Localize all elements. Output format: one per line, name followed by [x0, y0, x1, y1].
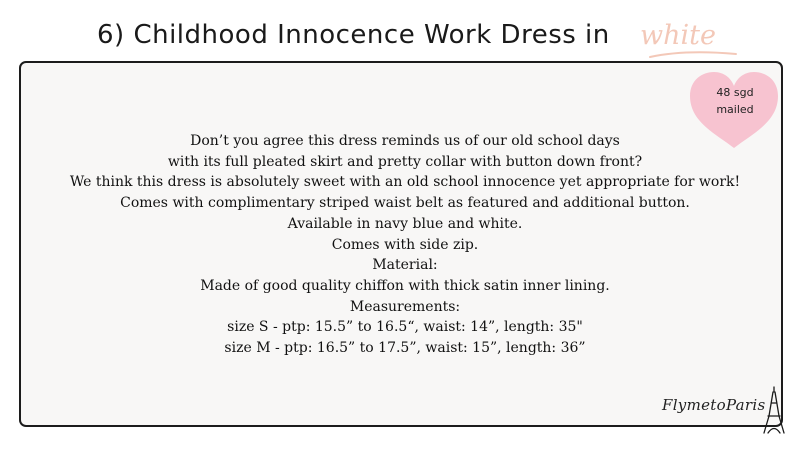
brand-logo: FlymetoParis [662, 396, 766, 414]
size-s-measurements: size S - ptp: 15.5” to 16.5“, waist: 14”, length: 35" [227, 319, 583, 336]
title-accent-word: white [640, 20, 716, 51]
price-amount: 48 sgd [716, 86, 754, 99]
description-line: Comes with complimentary striped waist belt as featured and additional button. [120, 195, 690, 212]
size-m-measurements: size M - ptp: 16.5” to 17.5”, waist: 15”, length: 36” [224, 340, 586, 357]
price-shipping-note: mailed [716, 103, 754, 116]
description-line: We think this dress is absolutely sweet with an old school innocence yet appropriate for work! [69, 174, 741, 191]
description-line: Don’t you agree this dress reminds us of our old school days [190, 133, 620, 149]
page-title: 6) Childhood Innocence Work Dress in [97, 20, 610, 50]
description-line: Made of good quality chiffon with thick satin inner lining. [200, 277, 610, 294]
description-line: with its full pleated skirt and pretty collar with button down front? [167, 153, 643, 170]
product-description [40, 131, 770, 359]
eiffel-tower-icon [762, 386, 786, 434]
material-heading: Material: [372, 257, 438, 274]
swoosh-icon [648, 48, 738, 62]
price-badge [696, 84, 774, 118]
measurements-heading: Measurements: [349, 298, 461, 315]
description-line: Comes with side zip. [331, 236, 479, 253]
description-line: Available in navy blue and white. [287, 215, 523, 232]
title-row [0, 14, 806, 62]
